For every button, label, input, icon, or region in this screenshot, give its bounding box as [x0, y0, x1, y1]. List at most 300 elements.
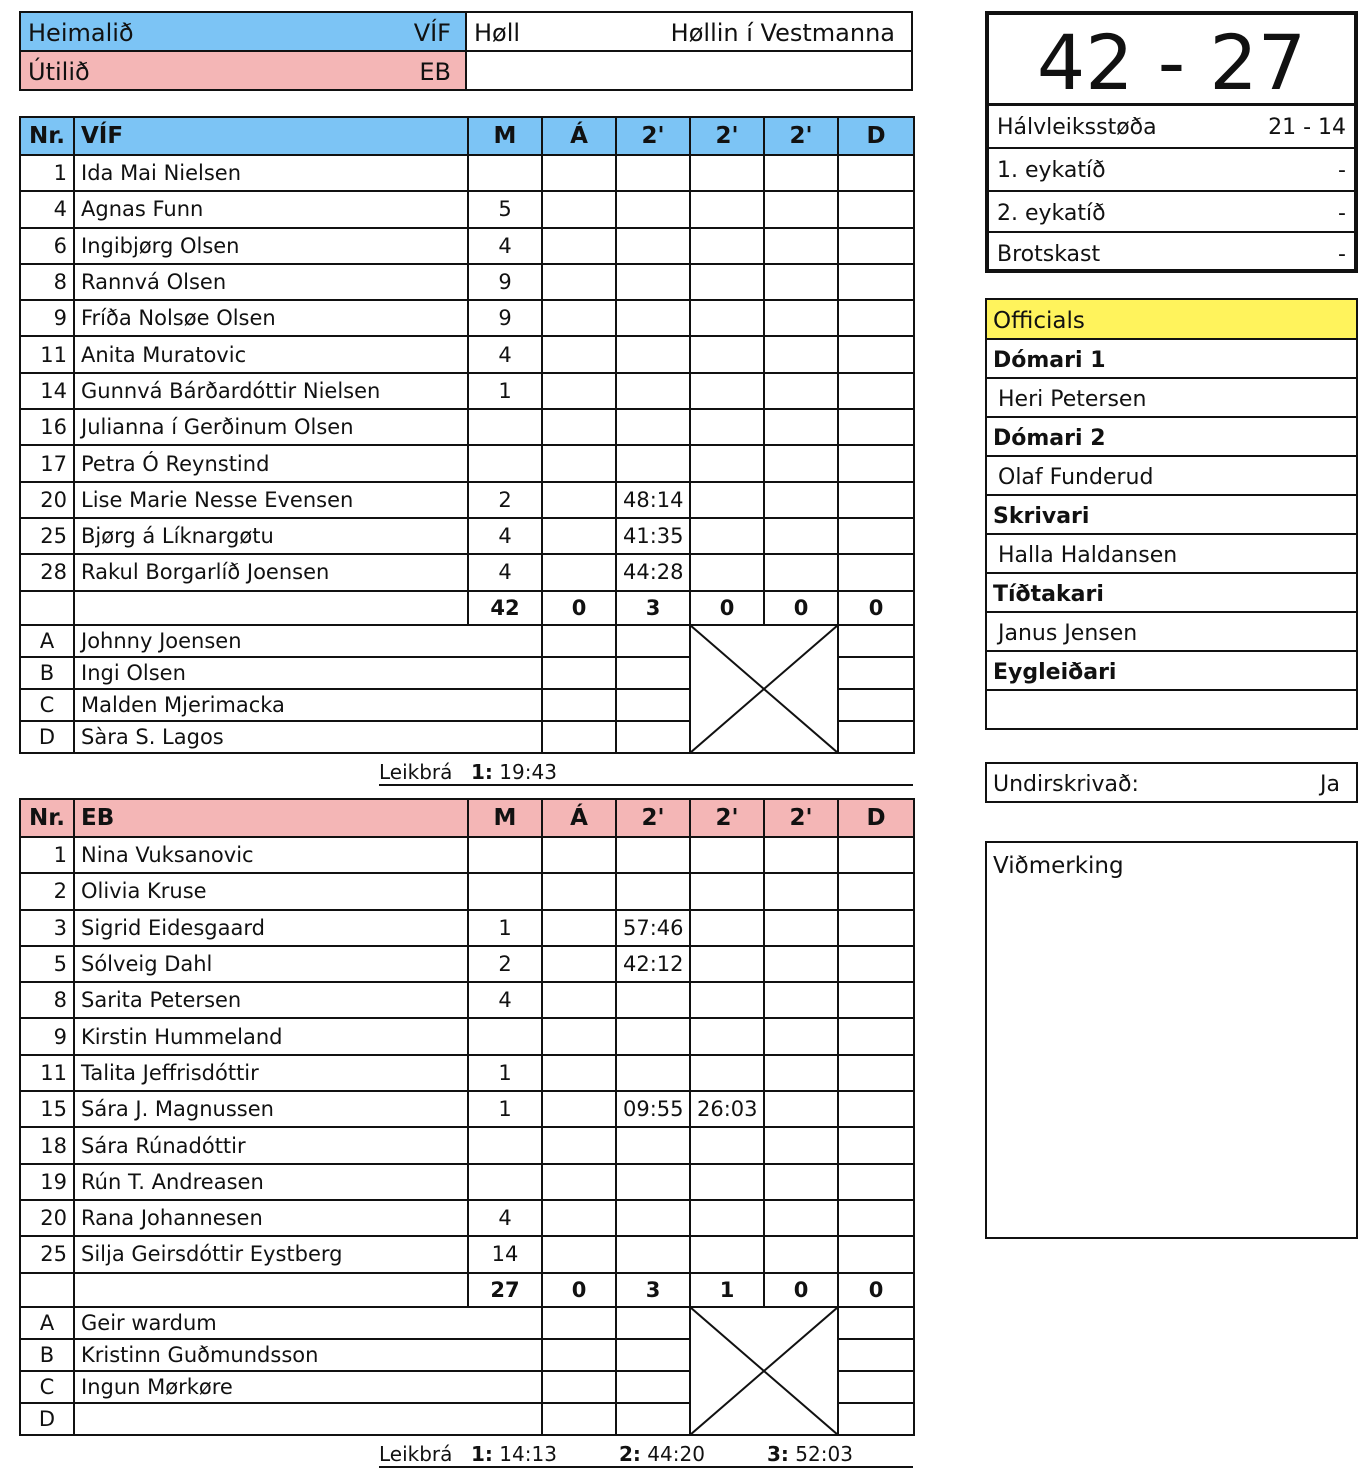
player-suspension-3 [764, 482, 838, 518]
official-role-row [987, 340, 1356, 379]
player-suspension-1 [616, 1055, 690, 1091]
player-goals [468, 1018, 542, 1054]
player-row [20, 409, 914, 445]
player-suspension-2 [690, 155, 764, 191]
player-name: Anita Muratovic [74, 336, 468, 372]
player-disqualification [838, 1091, 914, 1127]
col-s2-header: 2' [690, 799, 764, 837]
official-warning [542, 1307, 616, 1339]
official-name-row [987, 379, 1356, 418]
player-row [20, 336, 914, 372]
player-suspension-2 [690, 1200, 764, 1236]
player-goals [468, 837, 542, 873]
player-warning [542, 554, 616, 590]
col-team-header: EB [74, 799, 468, 837]
player-warning [542, 518, 616, 554]
player-warning [542, 1164, 616, 1200]
player-row [20, 1018, 914, 1054]
timeout-entry [767, 1442, 853, 1466]
player-goals [468, 1164, 542, 1200]
player-suspension-1 [616, 228, 690, 264]
player-suspension-1: 09:55 [616, 1091, 690, 1127]
player-suspension-2 [690, 1236, 764, 1272]
player-suspension-2 [690, 873, 764, 909]
official-role: Dómari 2 [993, 426, 1106, 451]
player-suspension-2 [690, 264, 764, 300]
team-official-name: Ingun Mørkøre [74, 1371, 542, 1403]
player-suspension-2 [690, 1055, 764, 1091]
score-row-label: 2. eykatíð [997, 201, 1106, 226]
total-m: 42 [468, 591, 542, 625]
player-suspension-3 [764, 300, 838, 336]
player-warning [542, 228, 616, 264]
player-suspension-3 [764, 1127, 838, 1163]
player-suspension-2 [690, 910, 764, 946]
player-disqualification [838, 191, 914, 227]
player-suspension-3 [764, 1055, 838, 1091]
player-row [20, 1200, 914, 1236]
team-official-name: Malden Mjerimacka [74, 689, 542, 721]
total-d: 0 [838, 591, 914, 625]
player-warning [542, 409, 616, 445]
player-suspension-1 [616, 1127, 690, 1163]
player-suspension-1 [616, 191, 690, 227]
player-number: 14 [20, 373, 74, 409]
player-number: 3 [20, 910, 74, 946]
timeout-label: Leikbrá [379, 759, 453, 784]
away-timeouts-line [379, 1442, 913, 1468]
official-name-row [987, 535, 1356, 574]
player-suspension-1 [616, 300, 690, 336]
total-s3: 0 [764, 591, 838, 625]
player-suspension-2 [690, 336, 764, 372]
official-role: Tíðtakari [993, 582, 1104, 607]
team-official-code: C [20, 1371, 74, 1403]
player-name: Kirstin Hummeland [74, 1018, 468, 1054]
player-name: Sára Rúnadóttir [74, 1127, 468, 1163]
team-official-name: Johnny Joensen [74, 625, 542, 657]
col-a-header: Á [542, 117, 616, 155]
score-row [989, 231, 1354, 269]
player-suspension-3 [764, 1164, 838, 1200]
player-suspension-2 [690, 409, 764, 445]
player-name: Rannvá Olsen [74, 264, 468, 300]
player-goals [468, 873, 542, 909]
crossed-cells [690, 1403, 838, 1435]
player-disqualification [838, 264, 914, 300]
player-suspension-3 [764, 910, 838, 946]
player-name: Fríða Nolsøe Olsen [74, 300, 468, 336]
header-row [20, 117, 914, 155]
col-a-header: Á [542, 799, 616, 837]
player-goals: 4 [468, 518, 542, 554]
official-disqualification [838, 1307, 914, 1339]
team-official-row [20, 721, 914, 753]
player-goals: 9 [468, 300, 542, 336]
player-row [20, 837, 914, 873]
team-official-name: Kristinn Guðmundsson [74, 1339, 542, 1371]
player-warning [542, 1055, 616, 1091]
venue-label: Høll [474, 19, 521, 47]
player-row [20, 482, 914, 518]
player-suspension-1 [616, 155, 690, 191]
player-name: Bjørg á Líknargøtu [74, 518, 468, 554]
player-goals: 5 [468, 191, 542, 227]
home-team-code: VÍF [413, 19, 451, 47]
player-goals: 14 [468, 1236, 542, 1272]
player-disqualification [838, 409, 914, 445]
player-warning [542, 1200, 616, 1236]
player-disqualification [838, 518, 914, 554]
official-suspension [616, 1371, 690, 1403]
player-goals: 4 [468, 982, 542, 1018]
totals-blank [20, 591, 74, 625]
official-warning [542, 657, 616, 689]
timeout-entry [619, 1442, 705, 1466]
final-score: 42 - 27 [1036, 18, 1307, 107]
player-suspension-2 [690, 191, 764, 227]
col-m-header: M [468, 799, 542, 837]
timeout-entry [471, 760, 557, 784]
player-name: Lise Marie Nesse Evensen [74, 482, 468, 518]
official-warning [542, 689, 616, 721]
player-warning [542, 445, 616, 481]
total-s2: 0 [690, 591, 764, 625]
player-warning [542, 191, 616, 227]
player-warning [542, 264, 616, 300]
player-number: 20 [20, 1200, 74, 1236]
col-team-header: VÍF [74, 117, 468, 155]
player-row [20, 373, 914, 409]
timeout-number: 1: [471, 1441, 493, 1466]
team-official-row [20, 1371, 914, 1403]
officials-title: Officials [993, 308, 1085, 334]
player-suspension-3 [764, 445, 838, 481]
timeout-time: 19:43 [499, 759, 557, 784]
score-row-label: Brotskast [997, 242, 1101, 267]
crossed-cells [690, 689, 838, 721]
signed-value: Ja [1320, 772, 1340, 797]
player-number: 17 [20, 445, 74, 481]
venue-box [465, 11, 913, 52]
player-number: 9 [20, 1018, 74, 1054]
player-row [20, 1164, 914, 1200]
player-suspension-2 [690, 1018, 764, 1054]
player-suspension-2 [690, 373, 764, 409]
player-suspension-3 [764, 982, 838, 1018]
player-suspension-1 [616, 264, 690, 300]
official-name: Janus Jensen [998, 621, 1138, 646]
score-row-value: - [1338, 158, 1346, 183]
official-disqualification [838, 1371, 914, 1403]
col-s1-header: 2' [616, 117, 690, 155]
player-name: Talita Jeffrisdóttir [74, 1055, 468, 1091]
player-suspension-3 [764, 1018, 838, 1054]
player-name: Julianna í Gerðinum Olsen [74, 409, 468, 445]
col-d-header: D [838, 799, 914, 837]
official-warning [542, 1403, 616, 1435]
player-warning [542, 946, 616, 982]
player-disqualification [838, 1055, 914, 1091]
player-disqualification [838, 300, 914, 336]
player-number: 20 [20, 482, 74, 518]
player-disqualification [838, 910, 914, 946]
player-warning [542, 300, 616, 336]
crossed-cells [690, 1371, 838, 1403]
totals-row [20, 1273, 914, 1307]
player-suspension-1 [616, 1018, 690, 1054]
player-goals: 4 [468, 554, 542, 590]
player-goals: 1 [468, 373, 542, 409]
player-suspension-2: 26:03 [690, 1091, 764, 1127]
team-official-row [20, 657, 914, 689]
player-row [20, 191, 914, 227]
player-warning [542, 373, 616, 409]
official-disqualification [838, 1339, 914, 1371]
player-name: Agnas Funn [74, 191, 468, 227]
score-row [989, 147, 1354, 191]
total-d: 0 [838, 1273, 914, 1307]
player-name: Sigrid Eidesgaard [74, 910, 468, 946]
player-disqualification [838, 228, 914, 264]
player-name: Sarita Petersen [74, 982, 468, 1018]
player-suspension-3 [764, 228, 838, 264]
player-name: Gunnvá Bárðardóttir Nielsen [74, 373, 468, 409]
team-official-code: C [20, 689, 74, 721]
officials-box [985, 298, 1358, 730]
player-suspension-1 [616, 873, 690, 909]
official-role: Skrivari [993, 504, 1090, 529]
player-row [20, 554, 914, 590]
player-number: 25 [20, 1236, 74, 1272]
player-suspension-3 [764, 518, 838, 554]
player-name: Rana Johannesen [74, 1200, 468, 1236]
signed-box [985, 762, 1358, 803]
team-official-code: B [20, 657, 74, 689]
player-row [20, 518, 914, 554]
player-name: Rakul Borgarlíð Joensen [74, 554, 468, 590]
team-official-name: Sàra S. Lagos [74, 721, 542, 753]
header-row [20, 799, 914, 837]
team-official-name: Geir wardum [74, 1307, 542, 1339]
player-number: 5 [20, 946, 74, 982]
col-s3-header: 2' [764, 799, 838, 837]
player-suspension-3 [764, 336, 838, 372]
player-suspension-3 [764, 409, 838, 445]
home-timeouts-line [379, 760, 913, 786]
player-disqualification [838, 336, 914, 372]
official-suspension [616, 625, 690, 657]
player-number: 16 [20, 409, 74, 445]
team-official-code: A [20, 625, 74, 657]
col-nr-header: Nr. [20, 117, 74, 155]
player-name: Ida Mai Nielsen [74, 155, 468, 191]
official-role: Dómari 1 [993, 348, 1106, 373]
official-warning [542, 1371, 616, 1403]
official-name-row [987, 613, 1356, 652]
player-name: Ingibjørg Olsen [74, 228, 468, 264]
col-nr-header: Nr. [20, 799, 74, 837]
venue-name: Høllin í Vestmanna [670, 19, 895, 47]
timeout-time: 14:13 [499, 1441, 557, 1466]
totals-blank [74, 591, 468, 625]
official-role: Eygleiðari [993, 660, 1117, 685]
player-suspension-1 [616, 837, 690, 873]
official-name: Olaf Funderud [998, 465, 1154, 490]
player-suspension-1 [616, 445, 690, 481]
col-d-header: D [838, 117, 914, 155]
player-suspension-2 [690, 946, 764, 982]
player-warning [542, 910, 616, 946]
player-suspension-3 [764, 554, 838, 590]
player-suspension-2 [690, 300, 764, 336]
score-row [989, 103, 1354, 147]
player-goals: 1 [468, 1055, 542, 1091]
player-row [20, 1127, 914, 1163]
total-s1: 3 [616, 591, 690, 625]
team-official-code: B [20, 1339, 74, 1371]
remarks-box[interactable] [985, 841, 1358, 1239]
player-suspension-3 [764, 946, 838, 982]
player-disqualification [838, 982, 914, 1018]
total-s3: 0 [764, 1273, 838, 1307]
player-disqualification [838, 946, 914, 982]
player-number: 1 [20, 155, 74, 191]
player-row [20, 264, 914, 300]
col-m-header: M [468, 117, 542, 155]
player-suspension-2 [690, 228, 764, 264]
player-suspension-3 [764, 191, 838, 227]
home-label: Heimalið [28, 19, 134, 47]
officials-title-bar [987, 300, 1356, 340]
official-name-row [987, 691, 1356, 730]
player-suspension-3 [764, 837, 838, 873]
player-goals [468, 409, 542, 445]
official-name-row [987, 457, 1356, 496]
total-a: 0 [542, 1273, 616, 1307]
score-row [989, 190, 1354, 234]
remarks-label: Viðmerking [993, 853, 1124, 879]
player-suspension-2 [690, 445, 764, 481]
player-goals [468, 445, 542, 481]
team-official-row [20, 625, 914, 657]
home-team-bar [19, 11, 467, 52]
player-suspension-1: 42:12 [616, 946, 690, 982]
player-warning [542, 1018, 616, 1054]
player-warning [542, 873, 616, 909]
player-suspension-3 [764, 264, 838, 300]
player-number: 8 [20, 982, 74, 1018]
away-team-bar [19, 50, 467, 91]
player-goals: 2 [468, 482, 542, 518]
player-row [20, 946, 914, 982]
player-suspension-2 [690, 837, 764, 873]
player-number: 9 [20, 300, 74, 336]
away-label: Útilið [28, 58, 90, 86]
player-suspension-2 [690, 1127, 764, 1163]
player-name: Nina Vuksanovic [74, 837, 468, 873]
official-suspension [616, 689, 690, 721]
venue-box-blank [465, 50, 913, 91]
player-suspension-1 [616, 982, 690, 1018]
player-goals: 2 [468, 946, 542, 982]
crossed-cells [690, 625, 838, 657]
totals-blank [20, 1273, 74, 1307]
player-suspension-1: 48:14 [616, 482, 690, 518]
total-a: 0 [542, 591, 616, 625]
signed-label: Undirskrivað: [993, 772, 1139, 797]
player-disqualification [838, 554, 914, 590]
player-number: 19 [20, 1164, 74, 1200]
player-goals: 4 [468, 1200, 542, 1236]
player-suspension-2 [690, 1164, 764, 1200]
official-disqualification [838, 1403, 914, 1435]
team-official-name [74, 1403, 542, 1435]
player-name: Olivia Kruse [74, 873, 468, 909]
official-suspension [616, 657, 690, 689]
player-name: Sára J. Magnussen [74, 1091, 468, 1127]
score-box [985, 11, 1358, 273]
timeout-number: 2: [619, 1441, 641, 1466]
player-warning [542, 1236, 616, 1272]
player-disqualification [838, 1018, 914, 1054]
player-warning [542, 336, 616, 372]
player-suspension-3 [764, 1236, 838, 1272]
player-disqualification [838, 445, 914, 481]
team-official-row [20, 689, 914, 721]
team-official-code: A [20, 1307, 74, 1339]
player-number: 11 [20, 1055, 74, 1091]
player-goals [468, 1127, 542, 1163]
away-team-table [19, 798, 915, 1436]
player-disqualification [838, 1236, 914, 1272]
timeout-entry [471, 1442, 557, 1466]
player-row [20, 1055, 914, 1091]
player-suspension-2 [690, 482, 764, 518]
player-suspension-1 [616, 336, 690, 372]
player-suspension-2 [690, 518, 764, 554]
player-suspension-3 [764, 1200, 838, 1236]
player-suspension-1: 41:35 [616, 518, 690, 554]
player-warning [542, 837, 616, 873]
crossed-cells [690, 1339, 838, 1371]
official-suspension [616, 1307, 690, 1339]
team-official-row [20, 1307, 914, 1339]
player-number: 18 [20, 1127, 74, 1163]
official-disqualification [838, 689, 914, 721]
official-role-row [987, 652, 1356, 691]
player-number: 6 [20, 228, 74, 264]
official-role-row [987, 418, 1356, 457]
player-disqualification [838, 1164, 914, 1200]
player-disqualification [838, 1127, 914, 1163]
timeout-label: Leikbrá [379, 1441, 453, 1466]
player-suspension-1 [616, 373, 690, 409]
official-suspension [616, 1403, 690, 1435]
player-disqualification [838, 482, 914, 518]
player-name: Sólveig Dahl [74, 946, 468, 982]
score-row-value: - [1338, 242, 1346, 267]
player-row [20, 1091, 914, 1127]
team-official-row [20, 1339, 914, 1371]
official-suspension [616, 1339, 690, 1371]
official-role-row [987, 496, 1356, 535]
official-warning [542, 625, 616, 657]
home-team-table [19, 116, 915, 754]
player-suspension-2 [690, 982, 764, 1018]
official-name: Heri Petersen [998, 387, 1147, 412]
team-official-code: D [20, 721, 74, 753]
